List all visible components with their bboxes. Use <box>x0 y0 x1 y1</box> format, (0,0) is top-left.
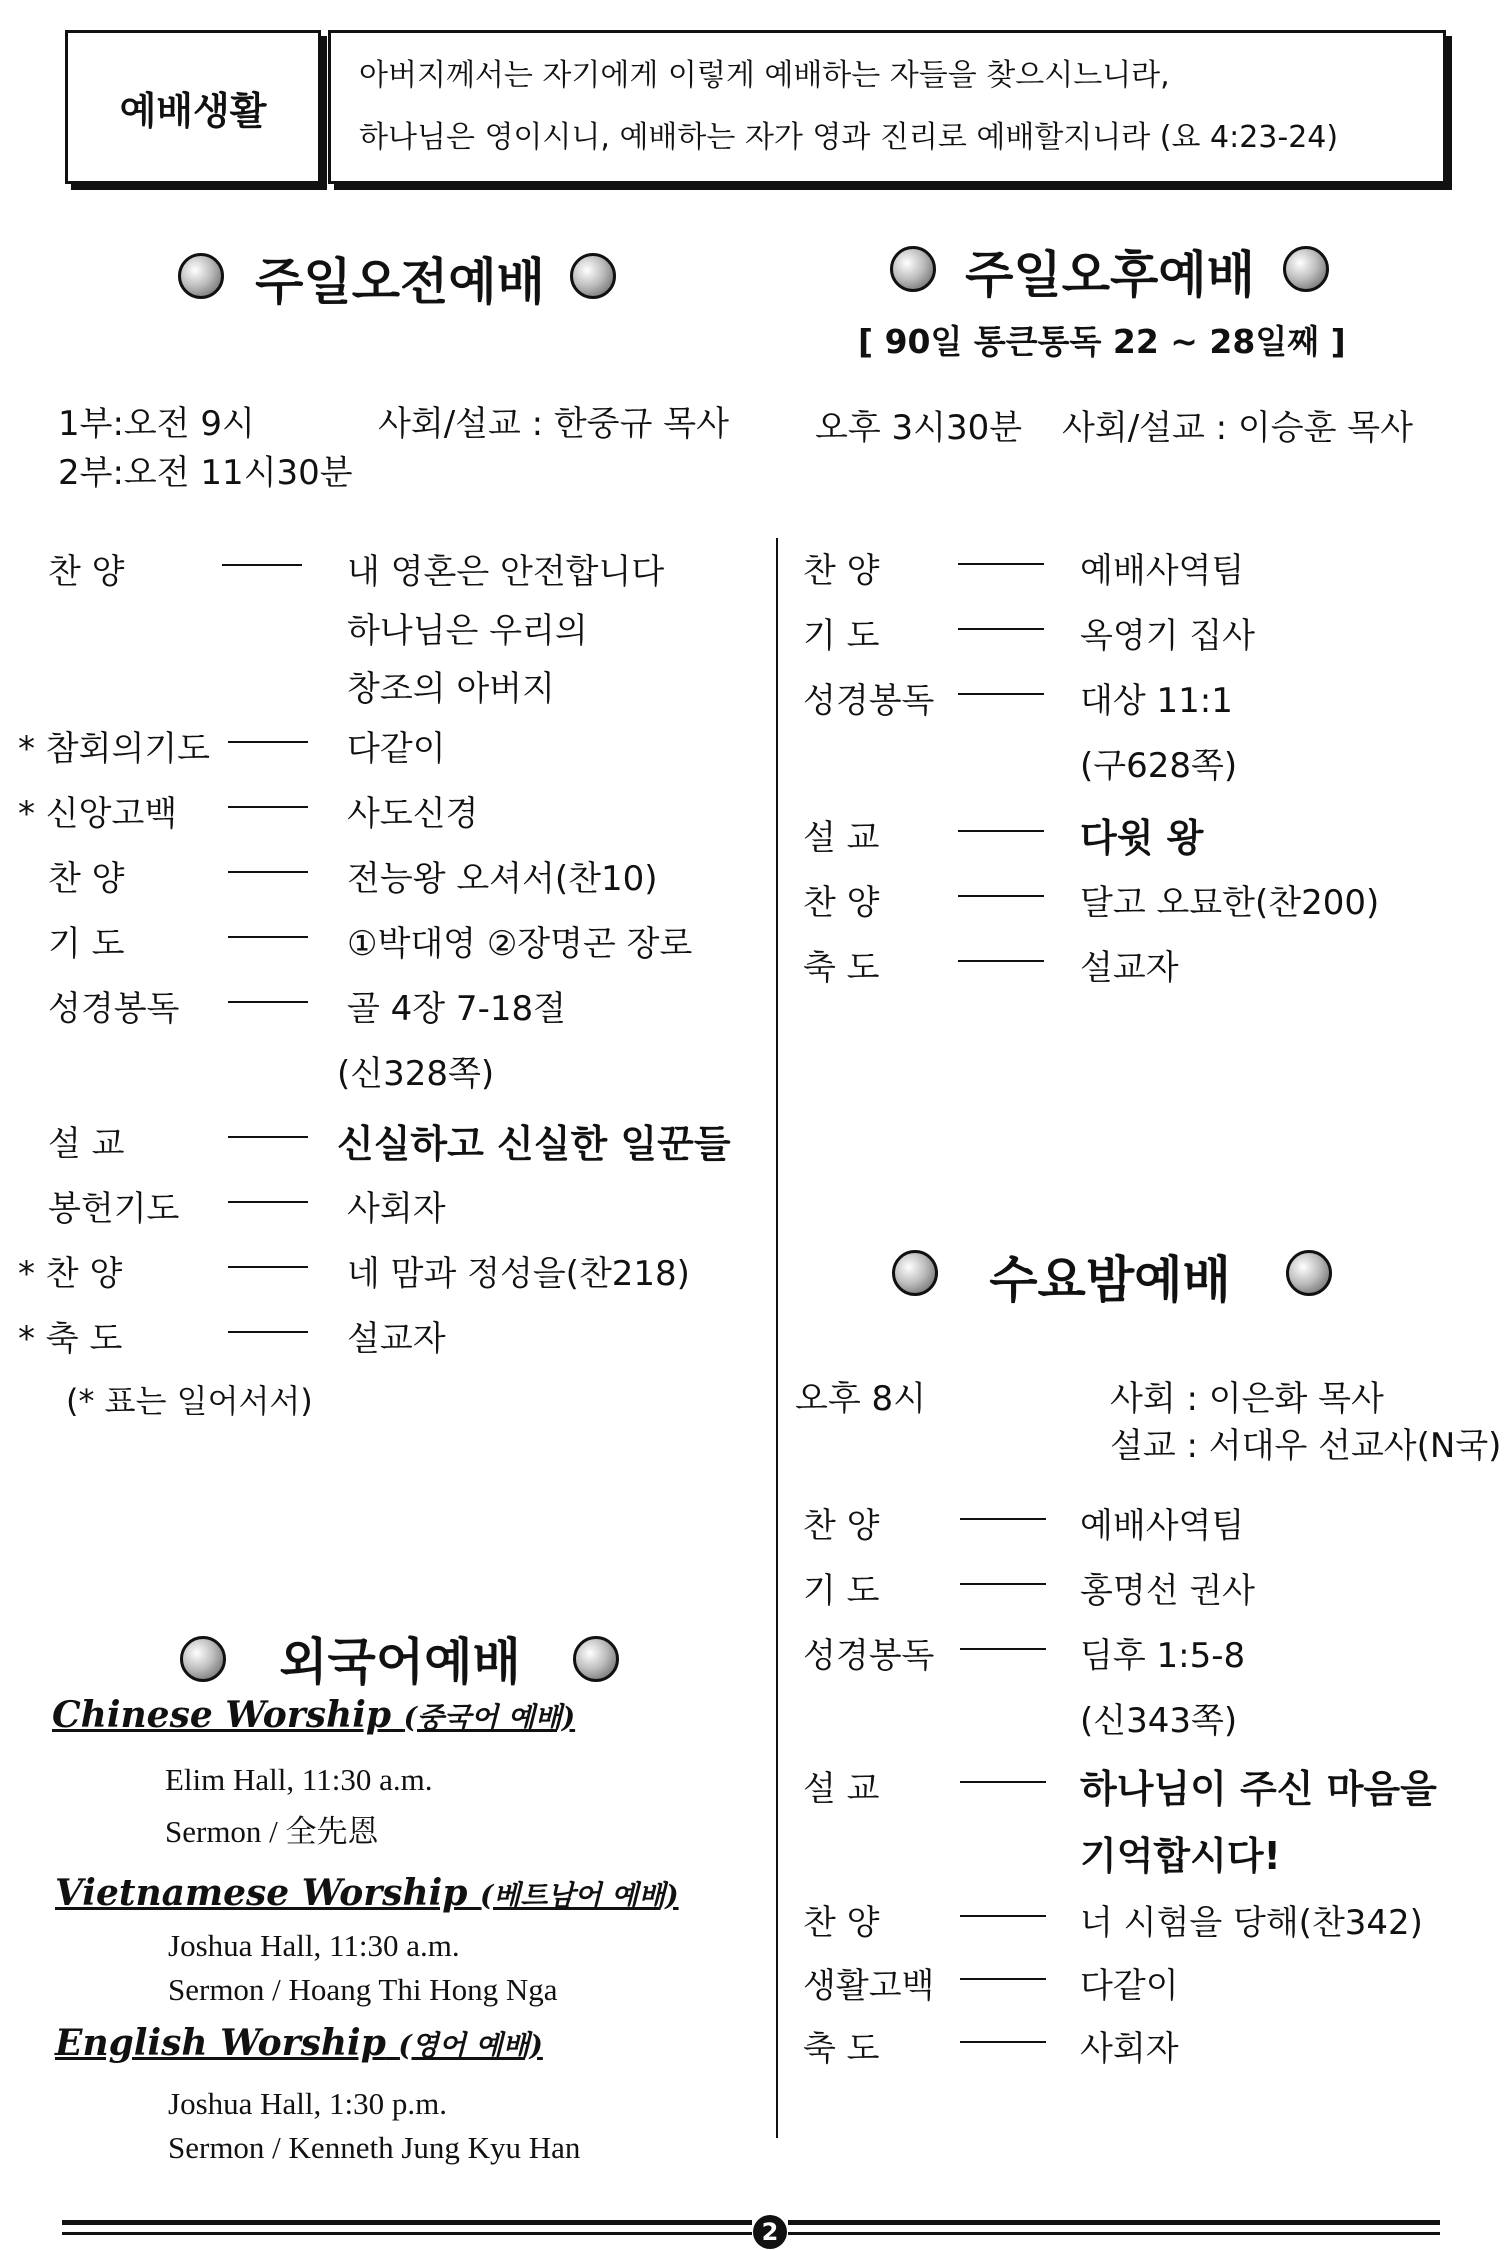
order-dash <box>228 1136 308 1138</box>
order-value: (구628쪽) <box>1080 746 1238 786</box>
order-dash <box>960 2041 1046 2043</box>
order-label: 생활고백 <box>803 1966 935 2006</box>
bullet-icon <box>892 1250 938 1296</box>
chinese-worship-sermon: Sermon / 全先恩 <box>165 1814 379 1849</box>
section-label-box <box>65 30 321 184</box>
order-label: 찬 양 <box>48 552 125 592</box>
order-value: ①박대영 ②장명곤 장로 <box>347 924 693 964</box>
order-label: 찬 양 <box>48 859 125 899</box>
order-dash <box>958 830 1044 832</box>
english-worship-place: Joshua Hall, 1:30 p.m. <box>168 2086 447 2121</box>
standing-note: (* 표는 일어서서) <box>66 1382 313 1420</box>
vietnamese-worship-sub: (베트남어 예배) <box>480 1879 679 1912</box>
order-value: 예배사역팀 <box>1080 1506 1245 1546</box>
morning-leader: 사회/설교 : 한중규 목사 <box>378 404 729 444</box>
order-label: 축 도 <box>803 948 880 988</box>
afternoon-title: 주일오후예배 <box>965 246 1255 304</box>
order-value: (신328쪽) <box>337 1054 495 1094</box>
wednesday-preacher: 설교 : 서대우 선교사(N국) <box>1110 1426 1502 1466</box>
order-dash <box>958 628 1044 630</box>
order-dash <box>960 1518 1046 1520</box>
order-value: 네 맘과 정성을(찬218) <box>347 1254 690 1294</box>
order-value: 사회자 <box>347 1189 446 1229</box>
order-value: 너 시험을 당해(찬342) <box>1080 1903 1423 1943</box>
sermon-title: 기억합시다! <box>1080 1834 1281 1878</box>
footer-rule-left-thin <box>62 2232 752 2235</box>
morning-title: 주일오전예배 <box>255 253 545 311</box>
order-label: 봉헌기도 <box>48 1189 180 1229</box>
order-value: 예배사역팀 <box>1080 551 1245 591</box>
order-value: 창조의 아버지 <box>347 669 555 709</box>
order-label: 성경봉독 <box>803 1636 935 1676</box>
order-label: 찬 양 <box>803 1903 880 1943</box>
order-dash <box>960 1978 1046 1980</box>
morning-time-2: 2부:오전 11시30분 <box>58 453 353 493</box>
sermon-title: 신실하고 신실한 일꾼들 <box>337 1122 731 1166</box>
morning-time-1: 1부:오전 9시 <box>58 404 255 444</box>
verse-box <box>328 30 1446 184</box>
foreign-title: 외국어예배 <box>279 1633 521 1691</box>
order-value: 옥영기 집사 <box>1080 616 1256 656</box>
order-label: 기 도 <box>48 924 125 964</box>
order-value: 대상 11:1 <box>1080 681 1233 721</box>
order-dash <box>228 806 308 808</box>
order-dash <box>958 895 1044 897</box>
order-label: 성경봉독 <box>48 989 180 1029</box>
footer-rule-right-thin <box>788 2232 1440 2235</box>
order-label: 설 교 <box>48 1124 125 1164</box>
order-dash <box>228 1201 308 1203</box>
wednesday-title: 수요밤예배 <box>989 1251 1231 1309</box>
order-dash <box>228 871 308 873</box>
order-label: 성경봉독 <box>803 681 935 721</box>
order-label: 설 교 <box>803 818 880 858</box>
order-value: 골 4장 7-18절 <box>347 989 566 1029</box>
order-dash <box>958 693 1044 695</box>
verse-line-2: 하나님은 영이시니, 예배하는 자가 영과 진리로 예배할지니라 (요 4:23-24) <box>359 120 1339 155</box>
wednesday-host: 사회 : 이은화 목사 <box>1110 1379 1384 1419</box>
bullet-icon <box>1283 246 1329 292</box>
order-value: 사도신경 <box>347 794 479 834</box>
order-value: 설교자 <box>1080 948 1179 988</box>
order-dash <box>958 960 1044 962</box>
order-dash <box>960 1781 1046 1783</box>
afternoon-time: 오후 3시30분 <box>815 408 1023 448</box>
chinese-worship-heading <box>52 1694 575 1736</box>
order-value: (신343쪽) <box>1080 1701 1238 1741</box>
order-label: * 참회의기도 <box>18 729 211 769</box>
english-worship-sub: (영어 예배) <box>398 2029 543 2062</box>
wednesday-time: 오후 8시 <box>795 1379 926 1419</box>
footer-rule-left <box>62 2220 752 2225</box>
bullet-icon <box>1286 1250 1332 1296</box>
bullet-icon <box>573 1636 619 1682</box>
order-label: 축 도 <box>803 2029 880 2069</box>
english-worship-heading <box>55 2022 543 2064</box>
order-dash <box>958 563 1044 565</box>
order-value: 하나님은 우리의 <box>347 611 588 651</box>
order-value: 설교자 <box>347 1319 446 1359</box>
afternoon-subtitle: [ 90일 통큰통독 22 ~ 28일째 ] <box>858 322 1346 361</box>
order-value: 사회자 <box>1080 2029 1179 2069</box>
order-value: 전능왕 오셔서(찬10) <box>347 859 658 899</box>
order-label: 기 도 <box>803 1571 880 1611</box>
vietnamese-worship-title: Vietnamese Worship <box>55 1872 468 1914</box>
order-dash <box>228 1331 308 1333</box>
order-dash <box>960 1583 1046 1585</box>
order-value: 다같이 <box>347 729 446 769</box>
vietnamese-worship-sermon: Sermon / Hoang Thi Hong Nga <box>168 1972 558 2007</box>
order-dash <box>222 564 302 566</box>
order-label: * 찬 양 <box>18 1254 123 1294</box>
page-number: 2 <box>753 2215 787 2249</box>
order-label: * 축 도 <box>18 1319 123 1359</box>
order-label: * 신앙고백 <box>18 794 178 834</box>
order-value: 내 영혼은 안전합니다 <box>347 552 665 592</box>
order-value: 홍명선 권사 <box>1080 1571 1256 1611</box>
section-label: 예배생활 <box>119 88 267 133</box>
sermon-title: 하나님이 주신 마음을 <box>1080 1767 1437 1811</box>
chinese-worship-sub: (중국어 예배) <box>403 1701 576 1734</box>
order-value: 다같이 <box>1080 1966 1179 2006</box>
english-worship-title: English Worship <box>55 2022 386 2064</box>
chinese-worship-title: Chinese Worship <box>52 1694 392 1736</box>
order-dash <box>228 1001 308 1003</box>
bullet-icon <box>180 1636 226 1682</box>
bullet-icon <box>890 246 936 292</box>
order-dash <box>228 1266 308 1268</box>
order-label: 찬 양 <box>803 551 880 591</box>
sermon-title: 다윗 왕 <box>1080 816 1204 860</box>
verse-line-1: 아버지께서는 자기에게 이렇게 예배하는 자들을 찾으시느니라, <box>359 58 1170 93</box>
order-dash <box>228 741 308 743</box>
bullet-icon <box>570 253 616 299</box>
column-divider <box>776 538 778 2138</box>
english-worship-sermon: Sermon / Kenneth Jung Kyu Han <box>168 2130 581 2165</box>
order-dash <box>228 936 308 938</box>
order-label: 기 도 <box>803 616 880 656</box>
order-dash <box>960 1915 1046 1917</box>
verse-text <box>331 33 1443 169</box>
bullet-icon <box>178 253 224 299</box>
footer-rule-right <box>788 2220 1440 2225</box>
order-label: 설 교 <box>803 1769 880 1809</box>
order-value: 딤후 1:5-8 <box>1080 1636 1246 1676</box>
order-label: 찬 양 <box>803 883 880 923</box>
chinese-worship-place: Elim Hall, 11:30 a.m. <box>165 1762 433 1797</box>
vietnamese-worship-heading <box>55 1872 679 1914</box>
afternoon-leader: 사회/설교 : 이승훈 목사 <box>1062 408 1413 448</box>
order-dash <box>960 1648 1046 1650</box>
vietnamese-worship-place: Joshua Hall, 11:30 a.m. <box>168 1928 460 1963</box>
order-value: 달고 오묘한(찬200) <box>1080 883 1380 923</box>
order-label: 찬 양 <box>803 1506 880 1546</box>
